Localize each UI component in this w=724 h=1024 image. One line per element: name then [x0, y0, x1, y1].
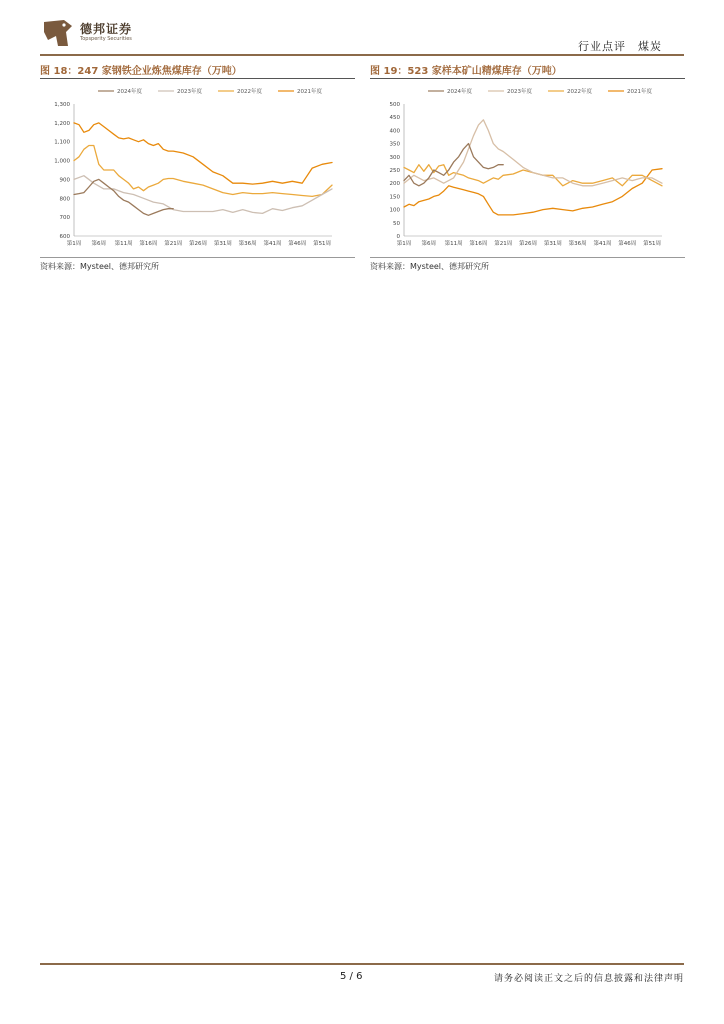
header-divider	[40, 54, 684, 56]
x-tick-label: 第46周	[288, 241, 307, 247]
x-tick-label: 第31周	[543, 241, 562, 247]
series-line	[74, 179, 173, 215]
figure-19-source-rule	[370, 257, 685, 258]
x-tick-label: 第21周	[494, 241, 513, 247]
x-tick-label: 第41周	[263, 241, 282, 247]
figure-18-title-rule	[40, 78, 355, 79]
legend-label: 2023年度	[507, 89, 532, 95]
x-tick-label: 第21周	[164, 241, 183, 247]
figure-19-title-rule	[370, 78, 685, 79]
sector-label: 煤炭	[638, 40, 662, 53]
y-tick-label: 50	[393, 220, 400, 227]
y-tick-label: 350	[389, 141, 400, 148]
x-tick-label: 第41周	[593, 241, 612, 247]
legend-label: 2022年度	[237, 89, 262, 95]
x-tick-label: 第36周	[238, 241, 257, 247]
x-tick-label: 第6周	[421, 241, 437, 247]
legend-label: 2021年度	[627, 89, 652, 95]
x-tick-label: 第26周	[189, 241, 208, 247]
x-tick-label: 第46周	[618, 241, 637, 247]
x-tick-label: 第11周	[444, 241, 463, 247]
x-tick-label: 第51周	[313, 241, 332, 247]
y-tick-label: 500	[389, 102, 400, 108]
y-tick-label: 150	[389, 194, 400, 201]
figure-19-title: 图 19：523 家样本矿山精煤库存（万吨）	[370, 66, 562, 77]
y-tick-label: 1,200	[54, 120, 70, 127]
x-tick-label: 第16周	[139, 241, 158, 247]
series-line	[404, 120, 662, 186]
x-tick-label: 第6周	[91, 241, 107, 247]
y-tick-label: 1,000	[54, 158, 70, 165]
y-tick-label: 0	[396, 234, 400, 240]
x-tick-label: 第1周	[396, 241, 412, 247]
y-tick-label: 250	[389, 168, 400, 174]
page-number: 5 / 6	[340, 971, 363, 982]
footer-disclaimer: 请务必阅读正文之后的信息披露和法律声明	[493, 974, 684, 984]
brand-name-cn: 德邦证券	[80, 22, 133, 36]
report-category	[578, 38, 662, 54]
y-tick-label: 900	[59, 177, 70, 184]
legend-label: 2023年度	[177, 89, 202, 95]
figure-19-source: 资料来源：Mysteel、德邦研究所	[370, 262, 490, 271]
legend-label: 2022年度	[567, 89, 592, 95]
figure-18-source-rule	[40, 257, 355, 258]
y-tick-label: 400	[389, 128, 400, 135]
y-tick-label: 300	[389, 154, 400, 161]
footer-divider	[40, 963, 684, 965]
figure-19-chart	[370, 84, 685, 254]
legend-label: 2024年度	[447, 89, 472, 95]
x-tick-label: 第26周	[519, 241, 538, 247]
category-label: 行业点评	[578, 40, 626, 53]
y-tick-label: 700	[59, 215, 70, 222]
legend-label: 2021年度	[297, 89, 322, 95]
x-tick-label: 第31周	[213, 241, 232, 247]
figure-18-source: 资料来源：Mysteel、德邦研究所	[40, 262, 160, 271]
series-line	[404, 169, 662, 215]
y-tick-label: 1,100	[54, 139, 70, 146]
series-line	[74, 123, 332, 184]
y-tick-label: 800	[59, 196, 70, 203]
y-tick-label: 200	[389, 181, 400, 188]
y-tick-label: 1,300	[54, 102, 70, 108]
company-logo	[40, 18, 170, 48]
x-tick-label: 第1周	[66, 241, 82, 247]
logo-mark-icon	[40, 18, 74, 48]
figure-18-chart	[40, 84, 355, 254]
brand-name-en: Topsperity Securities	[80, 36, 132, 42]
y-tick-label: 600	[59, 234, 70, 240]
x-tick-label: 第16周	[469, 241, 488, 247]
x-tick-label: 第36周	[568, 241, 587, 247]
y-tick-label: 450	[389, 115, 400, 122]
y-tick-label: 100	[389, 207, 400, 214]
x-tick-label: 第51周	[643, 241, 662, 247]
legend-label: 2024年度	[117, 89, 142, 95]
figure-18-title: 图 18：247 家钢铁企业炼焦煤库存（万吨）	[40, 66, 242, 77]
x-tick-label: 第11周	[114, 241, 133, 247]
